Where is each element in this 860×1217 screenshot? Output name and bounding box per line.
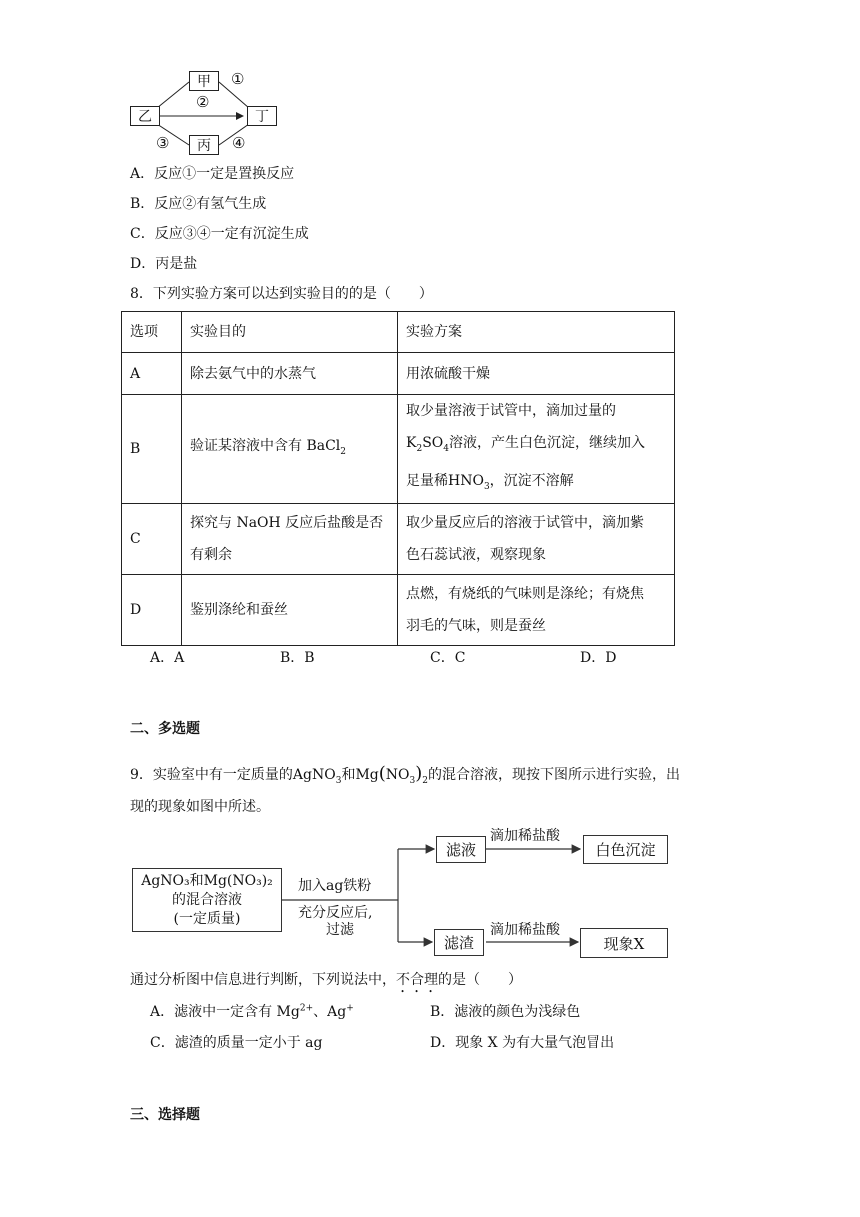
node-bing: 丙 xyxy=(189,135,219,155)
row-c-goal: 探究与 NaOH 反应后盐酸是否 有剩余 xyxy=(182,503,398,574)
q9-option-b: B．滤液的颜色为浅绿色 xyxy=(430,1004,581,1020)
node-yi: 乙 xyxy=(130,106,160,126)
add-hcl-label-top: 滴加稀盐酸 xyxy=(490,828,560,844)
q8-table xyxy=(121,311,675,646)
q7-option-b: B．反应②有氢气生成 xyxy=(130,196,267,212)
label-reaction-4: ④ xyxy=(232,134,246,152)
row-b-plan: 取少量溶液于试管中，滴加过量的 $K_2SO_4$溶液，产生白色沉淀，继续加入 足量稀$HNO_3$，沉淀不溶解 xyxy=(398,395,675,504)
q9-option-d: D．现象 X 为有大量气泡冒出 xyxy=(430,1035,615,1051)
table-row-d xyxy=(122,574,675,645)
row-b-option: B xyxy=(122,395,182,504)
row-a-goal: 除去氨气中的水蒸气 xyxy=(182,353,398,395)
q8-option-b: B．B xyxy=(280,650,315,666)
row-a-option: A xyxy=(122,353,182,395)
q7-option-d: D．丙是盐 xyxy=(130,256,198,272)
phenomenon-x-box: 现象X xyxy=(580,928,668,958)
node-jia: 甲 xyxy=(189,71,219,91)
label-reaction-1: ① xyxy=(231,70,245,88)
table-row-a xyxy=(122,353,675,395)
header-goal: 实验目的 xyxy=(182,312,398,353)
q9-stem-line2: 现的现象如图中所述。 xyxy=(130,799,270,815)
arrow-label-filter: 过滤 xyxy=(326,922,354,938)
q7-option-a: A．反应①一定是置换反应 xyxy=(130,166,295,182)
header-plan: 实验方案 xyxy=(398,312,675,353)
row-d-goal: 鉴别涤纶和蚕丝 xyxy=(182,574,398,645)
emphasis-not-reasonable: 不合理 xyxy=(396,972,438,988)
filtrate-box: 滤液 xyxy=(436,836,486,863)
arrow-label-react: 充分反应后, xyxy=(298,905,373,921)
q8-option-c: C．C xyxy=(430,650,466,666)
row-c-plan: 取少量反应后的溶液于试管中，滴加紫 色石蕊试液，观察现象 xyxy=(398,503,675,574)
row-a-plan: 用浓硫酸干燥 xyxy=(398,353,675,395)
q9-question: 通过分析图中信息进行判断，下列说法中，不合理的是（ ） xyxy=(130,972,522,988)
section-heading-multi: 二、多选题 xyxy=(130,721,200,737)
q9-option-c: C．滤渣的质量一定小于 ag xyxy=(150,1035,323,1051)
row-b-goal: 验证某溶液中含有 BaCl$_2$ xyxy=(182,395,398,504)
header-option: 选项 xyxy=(122,312,182,353)
table-header-row xyxy=(122,312,675,353)
label-reaction-2: ② xyxy=(196,93,210,111)
arrow-label-add-iron: 加入ag铁粉 xyxy=(298,878,372,894)
q9-stem-line1: 9．实验室中有一定质量的AgNO$_3$和$Mg(NO_3)_2$的混合溶液，现按下图所示进行实验，出 xyxy=(130,763,681,786)
row-d-plan: 点燃，有烧纸的气味则是涤纶；有烧焦 羽毛的气味，则是蚕丝 xyxy=(398,574,675,645)
table-row-b xyxy=(122,395,675,504)
q8-stem: 8．下列实验方案可以达到实验目的的是（ ） xyxy=(130,286,433,302)
row-c-option: C xyxy=(122,503,182,574)
q7-option-c: C．反应③④一定有沉淀生成 xyxy=(130,226,309,242)
row-d-option: D xyxy=(122,574,182,645)
section-heading-choice: 三、选择题 xyxy=(130,1107,200,1123)
table-row-c xyxy=(122,503,675,574)
label-reaction-3: ③ xyxy=(156,134,170,152)
q8-option-a: A．A xyxy=(150,650,185,666)
node-ding: 丁 xyxy=(247,106,277,126)
q8-option-d: D．D xyxy=(580,650,617,666)
start-solution-box: AgNO₃和Mg(NO₃)₂ 的混合溶液 (一定质量) xyxy=(132,868,282,932)
add-hcl-label-bottom: 滴加稀盐酸 xyxy=(490,922,560,938)
residue-box: 滤渣 xyxy=(434,929,484,956)
white-precipitate-box: 白色沉淀 xyxy=(583,835,668,864)
q9-option-a: A．滤液中一定含有 $Mg^{2+}$、Ag+ xyxy=(150,1003,354,1020)
